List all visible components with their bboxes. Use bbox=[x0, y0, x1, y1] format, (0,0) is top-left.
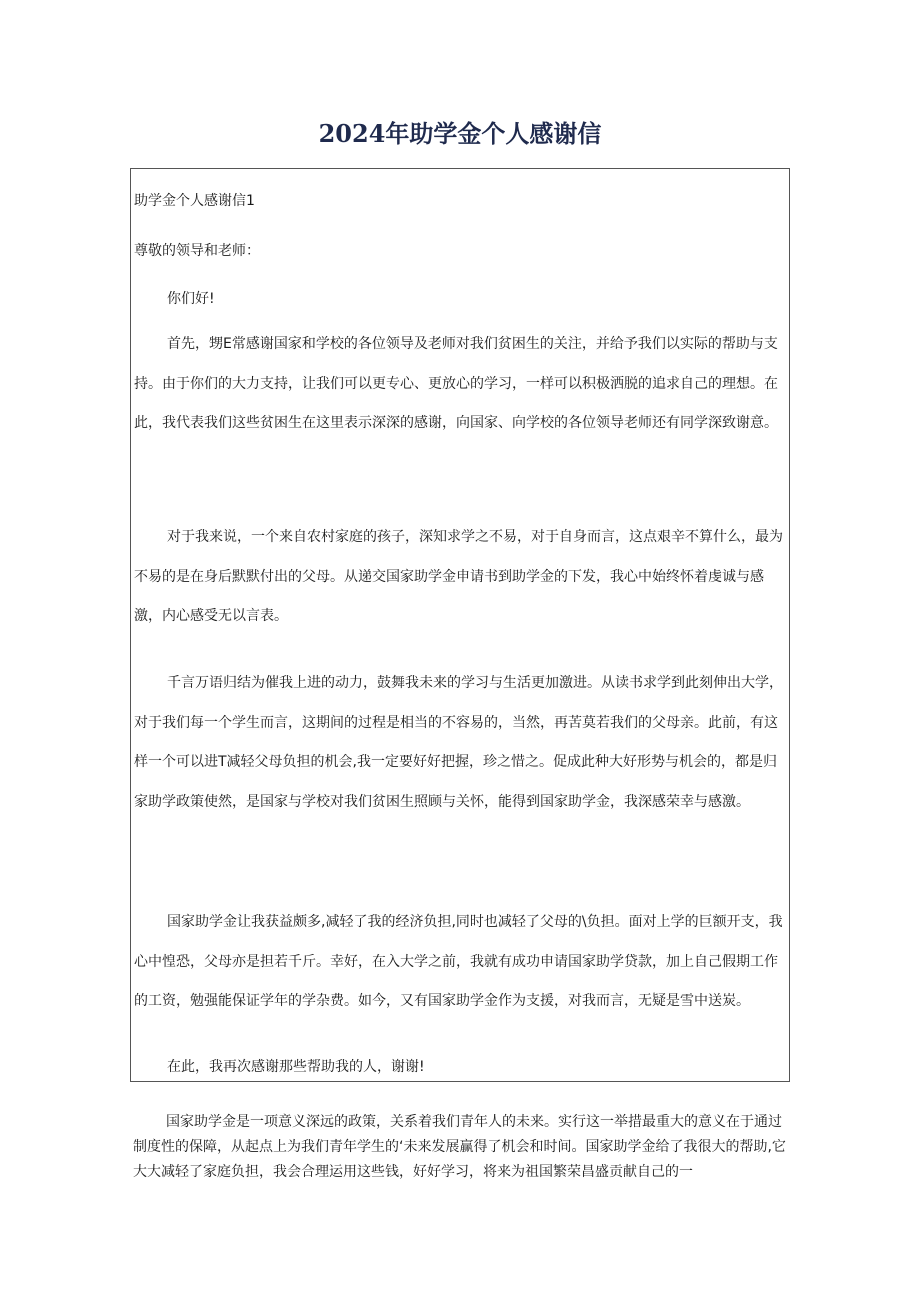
letter-paragraph: 千言万语归结为催我上进的动力，鼓舞我未来的学习与生活更加激进。从读书求学到此刻伸出大学，对于我们每一个学生而言，这期间的过程是相当的不容易的，当然，再苦莫若我们的父母亲。此前，有这样一个可以进T减轻父母负担的机会,我一定要好好把握，珍之惜之。促成此种大好形势与机会的，都是归家助学政策使然，是国家与学校对我们贫困生照顾与关怀，能得到国家助学金，我深感荣幸与感激。 bbox=[134, 675, 783, 810]
letter-closing: 在此，我再次感谢那些帮助我的人，谢谢! bbox=[167, 1059, 425, 1075]
body-paragraph: 国家助学金是一项意义深远的政策，关系着我们青年人的未来。实行这一举措最重大的意义在于通过制度性的保障，从起点上为我们青年学生的‘未来发展赢得了机会和时间。国家助学金给了我很大的帮助,它大大减轻了家庭负担，我会合理运用这些钱，好好学习，将来为祖国繁荣昌盛贡献自己的一 bbox=[133, 1114, 786, 1180]
letter-paragraph: 对于我来说，一个来自农村家庭的孩子，深知求学之不易，对于自身而言，这点艰辛不算什么，最为不易的是在身后默默付出的父母。从递交国家助学金申请书到助学金的下发，我心中始终怀着虔诚与感激，内心感受无以言表。 bbox=[134, 529, 783, 624]
letter-heading: 助学金个人感谢信1 bbox=[134, 193, 255, 209]
letter-salutation: 尊敬的领导和老师： bbox=[134, 243, 260, 259]
letter-paragraph: 国家助学金让我获益颇多,减轻了我的经济负担,同时也减轻了父母的\负担。面对上学的巨额开支，我心中惶恐，父母亦是担若千斤。幸好，在入大学之前，我就有成功申请国家助学贷款，加上自己假期工作的工资，勉强能保证学年的学杂费。如今，又有国家助学金作为支援，对我而言，无疑是雪中送炭。 bbox=[134, 914, 783, 1009]
letter-greeting: 你们好! bbox=[167, 291, 215, 307]
document-title: 2024年助学金个人感谢信 bbox=[318, 119, 602, 148]
letter-box bbox=[130, 168, 790, 1082]
letter-paragraph: 首先，甥E常感谢国家和学校的各位领导及老师对我们贫困生的关注，并给予我们以实际的帮助与支持。由于你们的大力支持，让我们可以更专心、更放心的学习，一样可以积极洒脱的追求自己的理想。在此，我代表我们这些贫困生在这里表示深深的感谢，向国家、向学校的各位领导老师还有同学深致谢意。 bbox=[134, 336, 778, 431]
